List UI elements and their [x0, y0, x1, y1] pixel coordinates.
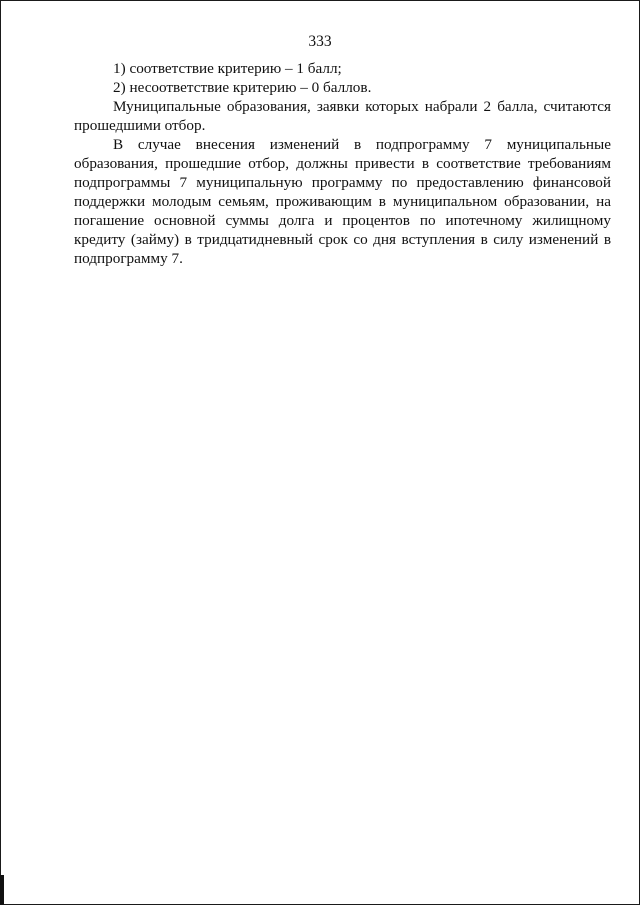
document-body	[74, 59, 611, 268]
selection-passed-paragraph: Муниципальные образования, заявки которых набрали 2 балла, считаются прошедшими отбор.	[74, 98, 611, 134]
criterion-mismatch-item: 2) несоответствие критерию – 0 баллов.	[113, 79, 372, 96]
scan-edge-mark	[0, 875, 4, 905]
page-number: 333	[308, 33, 332, 50]
criterion-match-item: 1) соответствие критерию – 1 балл;	[113, 60, 342, 77]
subprogram-changes-paragraph: В случае внесения изменений в подпрограмму 7 муниципальные образования, прошедшие отбор, должны привести в соответствие требованиям подпрограммы 7 муниципальную программу по предоставлению финансовой поддержки молодым семьям, проживающим в муниципальном образовании, на погашение основной суммы долга и процентов по ипотечному жилищному кредиту (займу) в тридцатидневный срок со дня вступления в силу изменений в подпрограмму 7.	[74, 136, 611, 267]
